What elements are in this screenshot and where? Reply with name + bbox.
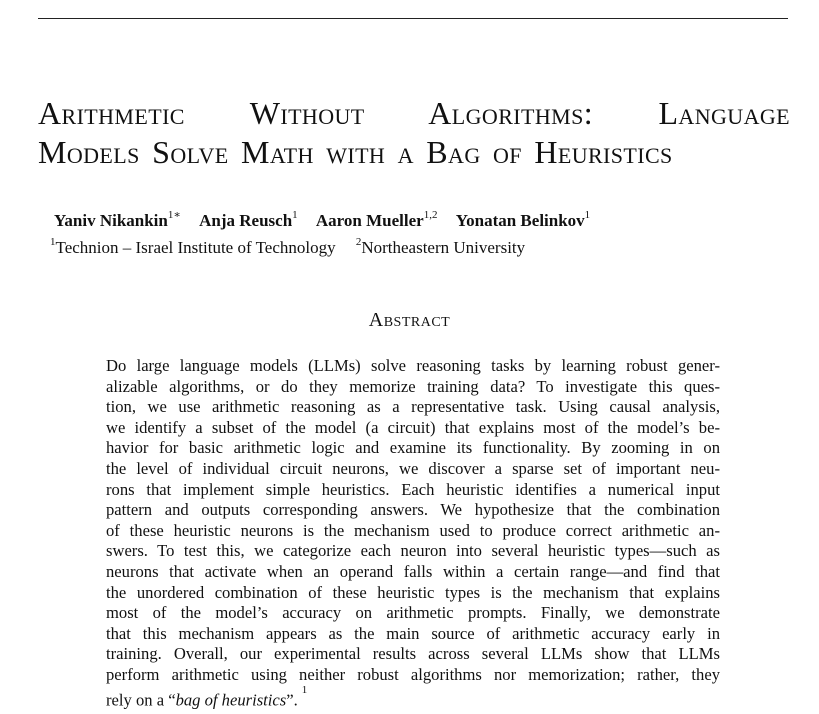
affiliation-name: Technion – Israel Institute of Technology: [55, 237, 336, 257]
author-list: [54, 205, 604, 232]
affiliation: [356, 238, 525, 257]
abstract-line: rons that implement simple heuristics. Each heuristic identifies a numerical input: [106, 479, 720, 499]
paper-title-line-2: Models Solve Math with a Bag of Heuristics: [38, 134, 673, 170]
author-name: Anja Reusch: [199, 210, 293, 230]
author-affiliation-mark: 1: [292, 209, 298, 221]
paper-title-line-1: Arithmetic Without Algorithms: Language: [38, 95, 790, 131]
abstract-line: the level of individual circuit neurons, we discover a sparse set of important neu-: [106, 458, 720, 478]
abstract-heading: Abstract: [368, 309, 451, 331]
author: [456, 211, 590, 230]
abstract-last-line: [106, 683, 720, 711]
abstract-last-line-prefix: rely on a “: [106, 690, 176, 710]
abstract-text: [106, 356, 720, 711]
abstract-line: that this mechanism appears as the main source of arithmetic accuracy early in: [106, 623, 720, 643]
author-affiliation-mark: 1∗: [167, 209, 181, 221]
affiliation-mark: 2: [355, 236, 362, 248]
affiliation-name: Northeastern University: [361, 237, 526, 257]
abstract-line: Do large language models (LLMs) solve reasoning tasks by learning robust gener-: [106, 356, 720, 375]
abstract-line: training. Overall, our experimental results across several LLMs show that LLMs: [106, 644, 720, 664]
author-name: Aaron Mueller: [315, 210, 424, 230]
abstract-line: swers. To test this, we categorize each neuron into several heuristic types—such as: [106, 541, 720, 561]
author-affiliation-mark: 1,2: [423, 209, 438, 221]
author: [54, 211, 181, 230]
author-name: Yaniv Nikankin: [54, 210, 168, 230]
abstract-line: havior for basic arithmetic logic and examine its functionality. By zooming in on: [106, 438, 720, 458]
author: [199, 211, 298, 230]
abstract-line: the unordered combination of these heuristic types is the mechanism that explains: [106, 582, 720, 602]
abstract-line: pattern and outputs corresponding answers. We hypothesize that the combination: [106, 500, 720, 520]
abstract-line: perform arithmetic using neither robust algorithms nor memorization; rather, they: [106, 664, 720, 684]
author: [316, 211, 438, 230]
abstract-line: neurons that activate when an operand falls within a certain range—and find that: [106, 561, 720, 581]
affiliation: [50, 238, 336, 257]
affiliation-list: [50, 232, 541, 259]
affiliation-mark: 1: [50, 236, 56, 248]
author-name: Yonatan Belinkov: [455, 210, 585, 230]
abstract-line: alizable algorithms, or do they memorize training data? To investigate this ques-: [106, 376, 720, 396]
emphasized-phrase: bag of heuristics: [175, 690, 287, 710]
paper-title: [38, 94, 790, 172]
abstract-last-line-suffix: ”.: [286, 690, 298, 710]
abstract-line: tion, we use arithmetic reasoning as a representative task. Using causal analysis,: [106, 397, 720, 417]
footnote-mark[interactable]: 1: [301, 683, 308, 696]
abstract-line: we identify a subset of the model (a circuit) that explains most of the model’s be-: [106, 417, 720, 437]
author-affiliation-mark: 1: [584, 209, 591, 221]
abstract-line: of these heuristic neurons is the mechanism used to produce correct arithmetic an-: [106, 520, 720, 540]
abstract-line: most of the model’s accuracy on arithmetic prompts. Finally, we demonstrate: [106, 603, 720, 623]
top-rule: [38, 18, 788, 19]
